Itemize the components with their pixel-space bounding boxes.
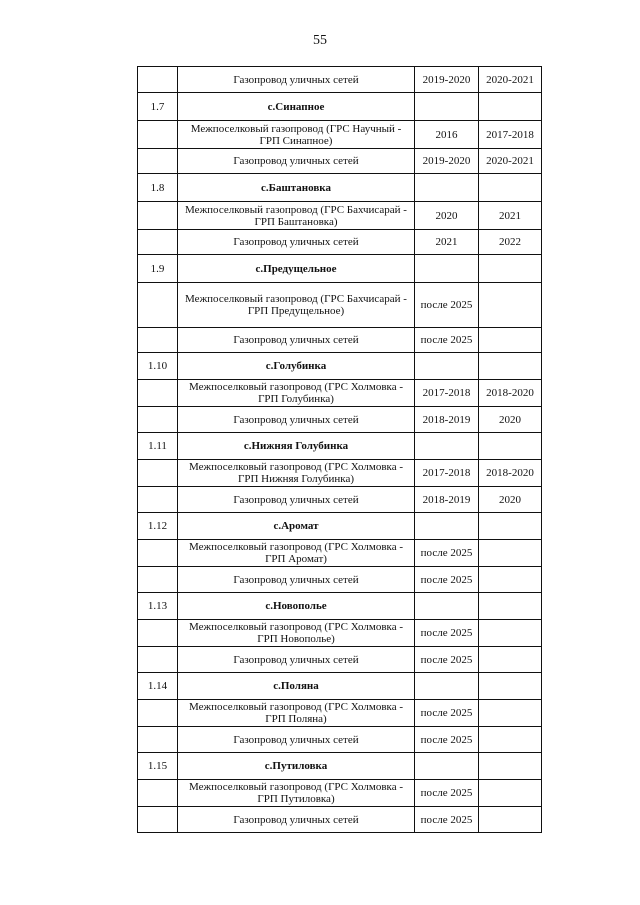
object-name-cell: Газопровод уличных сетей bbox=[178, 328, 415, 353]
object-name-cell: Межпоселковый газопровод (ГРС Холмовка - ГРП Аромат) bbox=[178, 540, 415, 567]
start-year-cell: 2018-2019 bbox=[415, 487, 479, 513]
settlement-name-cell: с.Синапное bbox=[178, 93, 415, 121]
settlement-name-cell: с.Путиловка bbox=[178, 753, 415, 780]
start-year-cell: 2019-2020 bbox=[415, 149, 479, 174]
settlement-name-cell: с.Новополье bbox=[178, 593, 415, 620]
table-row bbox=[138, 121, 542, 149]
object-name-cell: Межпоселковый газопровод (ГРС Холмовка - ГРП Путиловка) bbox=[178, 780, 415, 807]
end-year-cell: 2018-2020 bbox=[479, 460, 542, 487]
table-row bbox=[138, 487, 542, 513]
end-year-cell bbox=[479, 700, 542, 727]
end-year-cell: 2021 bbox=[479, 202, 542, 230]
end-year-cell bbox=[479, 673, 542, 700]
start-year-cell bbox=[415, 255, 479, 283]
start-year-cell bbox=[415, 593, 479, 620]
end-year-cell bbox=[479, 255, 542, 283]
table-row bbox=[138, 780, 542, 807]
object-name-cell: Газопровод уличных сетей bbox=[178, 567, 415, 593]
table-row bbox=[138, 700, 542, 727]
start-year-cell bbox=[415, 753, 479, 780]
start-year-cell: после 2025 bbox=[415, 700, 479, 727]
table-row bbox=[138, 328, 542, 353]
start-year-cell: 2017-2018 bbox=[415, 380, 479, 407]
row-number-cell bbox=[138, 230, 178, 255]
object-name-cell: Межпоселковый газопровод (ГРС Холмовка - ГРП Новополье) bbox=[178, 620, 415, 647]
end-year-cell bbox=[479, 328, 542, 353]
start-year-cell: после 2025 bbox=[415, 807, 479, 833]
end-year-cell bbox=[479, 93, 542, 121]
end-year-cell bbox=[479, 753, 542, 780]
end-year-cell: 2020-2021 bbox=[479, 67, 542, 93]
end-year-cell bbox=[479, 433, 542, 460]
settlement-row bbox=[138, 353, 542, 380]
end-year-cell: 2020-2021 bbox=[479, 149, 542, 174]
row-number-cell bbox=[138, 380, 178, 407]
end-year-cell bbox=[479, 620, 542, 647]
row-number-cell bbox=[138, 202, 178, 230]
start-year-cell: 2018-2019 bbox=[415, 407, 479, 433]
row-number-cell bbox=[138, 700, 178, 727]
settlement-row bbox=[138, 593, 542, 620]
row-number-cell: 1.8 bbox=[138, 174, 178, 202]
row-number-cell bbox=[138, 460, 178, 487]
table-row bbox=[138, 283, 542, 328]
table-body bbox=[138, 67, 542, 833]
table-row bbox=[138, 149, 542, 174]
row-number-cell bbox=[138, 487, 178, 513]
settlement-row bbox=[138, 433, 542, 460]
end-year-cell bbox=[479, 780, 542, 807]
end-year-cell bbox=[479, 593, 542, 620]
settlement-name-cell: с.Поляна bbox=[178, 673, 415, 700]
row-number-cell: 1.10 bbox=[138, 353, 178, 380]
start-year-cell: 2017-2018 bbox=[415, 460, 479, 487]
table-row bbox=[138, 202, 542, 230]
row-number-cell: 1.11 bbox=[138, 433, 178, 460]
table-row bbox=[138, 460, 542, 487]
end-year-cell bbox=[479, 807, 542, 833]
object-name-cell: Газопровод уличных сетей bbox=[178, 67, 415, 93]
row-number-cell bbox=[138, 121, 178, 149]
object-name-cell: Газопровод уличных сетей bbox=[178, 487, 415, 513]
end-year-cell: 2020 bbox=[479, 487, 542, 513]
row-number-cell bbox=[138, 727, 178, 753]
settlement-name-cell: с.Нижняя Голубинка bbox=[178, 433, 415, 460]
table-row bbox=[138, 647, 542, 673]
start-year-cell bbox=[415, 513, 479, 540]
object-name-cell: Межпоселковый газопровод (ГРС Холмовка - ГРП Поляна) bbox=[178, 700, 415, 727]
start-year-cell bbox=[415, 433, 479, 460]
object-name-cell: Межпоселковый газопровод (ГРС Бахчисарай - ГРП Предущельное) bbox=[178, 283, 415, 328]
table-row bbox=[138, 230, 542, 255]
object-name-cell: Газопровод уличных сетей bbox=[178, 230, 415, 255]
end-year-cell bbox=[479, 174, 542, 202]
settlement-row bbox=[138, 174, 542, 202]
row-number-cell: 1.12 bbox=[138, 513, 178, 540]
object-name-cell: Газопровод уличных сетей bbox=[178, 727, 415, 753]
end-year-cell: 2022 bbox=[479, 230, 542, 255]
end-year-cell bbox=[479, 727, 542, 753]
table-row bbox=[138, 407, 542, 433]
start-year-cell: после 2025 bbox=[415, 647, 479, 673]
object-name-cell: Газопровод уличных сетей bbox=[178, 807, 415, 833]
row-number-cell: 1.15 bbox=[138, 753, 178, 780]
table-row bbox=[138, 567, 542, 593]
gas-pipeline-schedule-table bbox=[137, 66, 542, 833]
row-number-cell: 1.14 bbox=[138, 673, 178, 700]
settlement-name-cell: с.Аромат bbox=[178, 513, 415, 540]
object-name-cell: Межпоселковый газопровод (ГРС Бахчисарай - ГРП Баштановка) bbox=[178, 202, 415, 230]
start-year-cell: после 2025 bbox=[415, 567, 479, 593]
object-name-cell: Межпоселковый газопровод (ГРС Холмовка - ГРП Голубинка) bbox=[178, 380, 415, 407]
start-year-cell: после 2025 bbox=[415, 283, 479, 328]
row-number-cell bbox=[138, 647, 178, 673]
object-name-cell: Газопровод уличных сетей bbox=[178, 647, 415, 673]
row-number-cell bbox=[138, 407, 178, 433]
row-number-cell bbox=[138, 149, 178, 174]
object-name-cell: Газопровод уличных сетей bbox=[178, 407, 415, 433]
start-year-cell: 2021 bbox=[415, 230, 479, 255]
settlement-row bbox=[138, 513, 542, 540]
end-year-cell bbox=[479, 567, 542, 593]
row-number-cell bbox=[138, 620, 178, 647]
row-number-cell: 1.9 bbox=[138, 255, 178, 283]
row-number-cell bbox=[138, 567, 178, 593]
end-year-cell bbox=[479, 540, 542, 567]
start-year-cell: после 2025 bbox=[415, 540, 479, 567]
object-name-cell: Межпоселковый газопровод (ГРС Холмовка - ГРП Нижняя Голубинка) bbox=[178, 460, 415, 487]
end-year-cell: 2018-2020 bbox=[479, 380, 542, 407]
start-year-cell: 2019-2020 bbox=[415, 67, 479, 93]
table-row bbox=[138, 620, 542, 647]
table-row bbox=[138, 540, 542, 567]
row-number-cell: 1.7 bbox=[138, 93, 178, 121]
end-year-cell bbox=[479, 353, 542, 380]
row-number-cell bbox=[138, 283, 178, 328]
settlement-row bbox=[138, 93, 542, 121]
end-year-cell: 2017-2018 bbox=[479, 121, 542, 149]
table-row bbox=[138, 67, 542, 93]
row-number-cell bbox=[138, 67, 178, 93]
start-year-cell: после 2025 bbox=[415, 780, 479, 807]
table-row bbox=[138, 380, 542, 407]
settlement-name-cell: с.Голубинка bbox=[178, 353, 415, 380]
object-name-cell: Газопровод уличных сетей bbox=[178, 149, 415, 174]
row-number-cell bbox=[138, 780, 178, 807]
start-year-cell bbox=[415, 673, 479, 700]
settlement-name-cell: с.Баштановка bbox=[178, 174, 415, 202]
row-number-cell bbox=[138, 807, 178, 833]
row-number-cell: 1.13 bbox=[138, 593, 178, 620]
end-year-cell bbox=[479, 647, 542, 673]
start-year-cell: после 2025 bbox=[415, 727, 479, 753]
row-number-cell bbox=[138, 540, 178, 567]
settlement-row bbox=[138, 255, 542, 283]
settlement-row bbox=[138, 753, 542, 780]
start-year-cell: 2020 bbox=[415, 202, 479, 230]
start-year-cell: после 2025 bbox=[415, 328, 479, 353]
row-number-cell bbox=[138, 328, 178, 353]
end-year-cell bbox=[479, 283, 542, 328]
settlement-name-cell: с.Предущельное bbox=[178, 255, 415, 283]
object-name-cell: Межпоселковый газопровод (ГРС Научный - ГРП Синапное) bbox=[178, 121, 415, 149]
page-number: 55 bbox=[313, 33, 327, 48]
start-year-cell: после 2025 bbox=[415, 620, 479, 647]
end-year-cell bbox=[479, 513, 542, 540]
table-row bbox=[138, 727, 542, 753]
end-year-cell: 2020 bbox=[479, 407, 542, 433]
start-year-cell: 2016 bbox=[415, 121, 479, 149]
settlement-row bbox=[138, 673, 542, 700]
table-row bbox=[138, 807, 542, 833]
start-year-cell bbox=[415, 174, 479, 202]
start-year-cell bbox=[415, 93, 479, 121]
start-year-cell bbox=[415, 353, 479, 380]
